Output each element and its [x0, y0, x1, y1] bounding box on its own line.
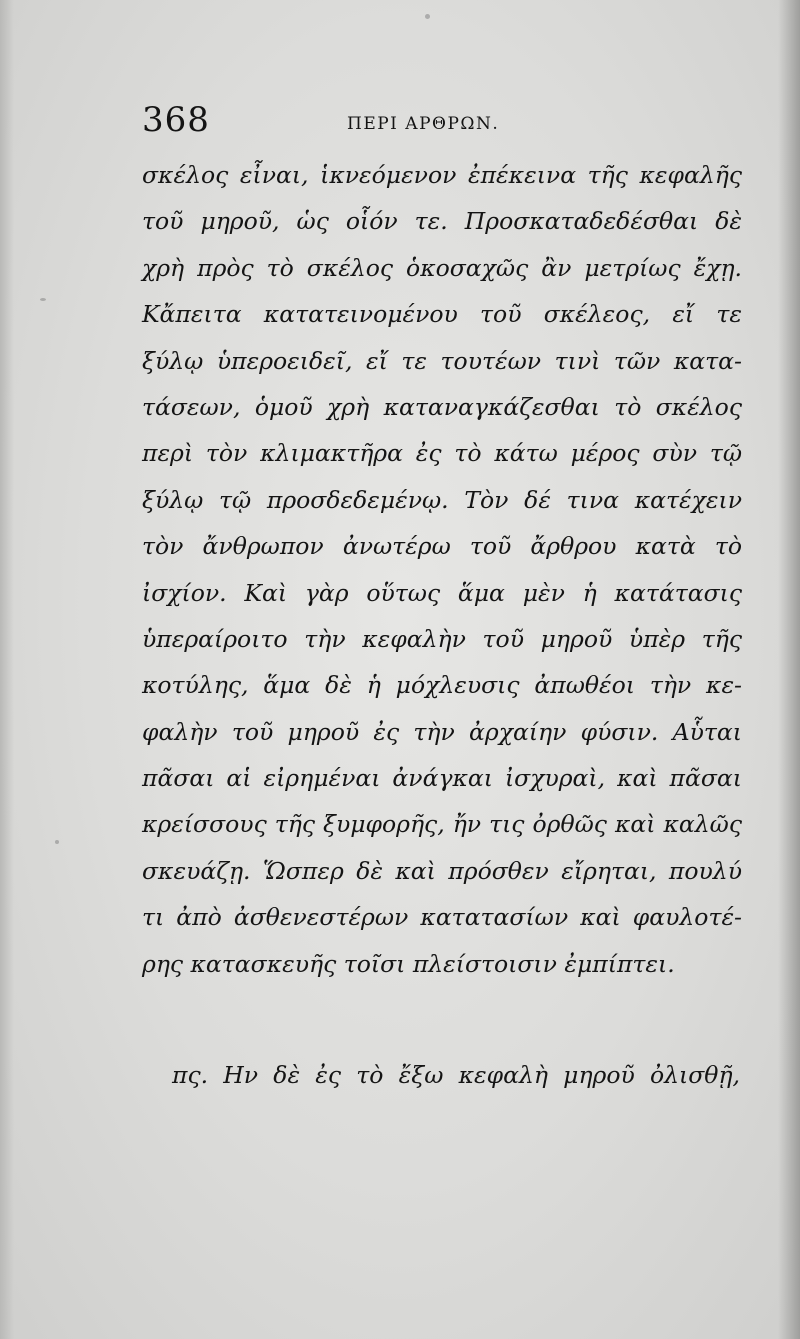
paper-speck: [40, 298, 46, 301]
text-line-last: ρης κατασκευῆς τοῖσι πλείστοισιν ἐμπίπτει.: [142, 949, 675, 978]
text-line: ξύλῳ τῷ προσδεδεμένῳ. Τὸν δέ τινα κατέχειν: [142, 485, 742, 514]
running-head: ΠΕΡΙ ΑΡΘΡΩΝ.: [347, 114, 500, 134]
text-line: πᾶσαι αἱ εἰρημέναι ἀνάγκαι ἰσχυραὶ, καὶ πᾶσαι: [142, 764, 742, 793]
section-start: [172, 1052, 740, 1098]
text-line: ὑπεραίροιτο τὴν κεφαλὴν τοῦ μηροῦ ὑπὲρ τῆς: [142, 624, 742, 653]
page-number: 368: [142, 100, 210, 140]
text-line: φαλὴν τοῦ μηροῦ ἐς τὴν ἀρχαίην φύσιν. Αὗται: [142, 717, 742, 746]
paper-speck: [425, 14, 430, 19]
text-line: τὸν ἄνθρωπον ἀνωτέρω τοῦ ἄρθρου κατὰ τὸ: [142, 532, 742, 561]
page-right-shadow: [778, 0, 800, 1339]
text-line: τι ἀπὸ ἀσθενεστέρων κατατασίων καὶ φαυλοτέ-: [142, 903, 742, 932]
text-line: περὶ τὸν κλιμακτῆρα ἐς τὸ κάτω μέρος σὺν τῷ: [142, 439, 742, 468]
paper-speck: [55, 840, 59, 844]
text-line: ξύλῳ ὑπεροειδεῖ, εἴ τε τουτέων τινὶ τῶν κατα-: [142, 346, 742, 375]
text-line: κρείσσους τῆς ξυμφορῆς, ἤν τις ὀρθῶς καὶ καλῶς: [142, 810, 742, 839]
text-line: σκέλος εἶναι, ἱκνεόμενον ἐπέκεινα τῆς κεφαλῆς: [142, 161, 742, 189]
text-line: κοτύλης, ἅμα δὲ ἡ μόχλευσις ἀπωθέοι τὴν κε-: [142, 671, 742, 700]
page-header: [142, 100, 732, 150]
text-line: Κἄπειτα κατατεινομένου τοῦ σκέλεος, εἴ τε: [142, 300, 742, 329]
text-line: τοῦ μηροῦ, ὡς οἷόν τε. Προσκαταδεδέσθαι δὲ: [142, 207, 742, 236]
body-text: [142, 152, 742, 987]
text-line: ἰσχίον. Καὶ γὰρ οὕτως ἅμα μὲν ἡ κατάτασις: [142, 578, 742, 607]
text-line: σκευάζῃ. Ὥσπερ δὲ καὶ πρόσθεν εἴρηται, πουλύ: [142, 856, 742, 885]
text-line: τάσεων, ὁμοῦ χρὴ καταναγκάζεσθαι τὸ σκέλος: [142, 392, 742, 421]
section-first-line: πς. Ην δὲ ἐς τὸ ἔξω κεφαλὴ μηροῦ ὀλισθῇ,: [172, 1061, 740, 1089]
page-left-shadow: [0, 0, 14, 1339]
text-line: χρὴ πρὸς τὸ σκέλος ὁκοσαχῶς ἂν μετρίως ἔχῃ.: [142, 253, 742, 282]
